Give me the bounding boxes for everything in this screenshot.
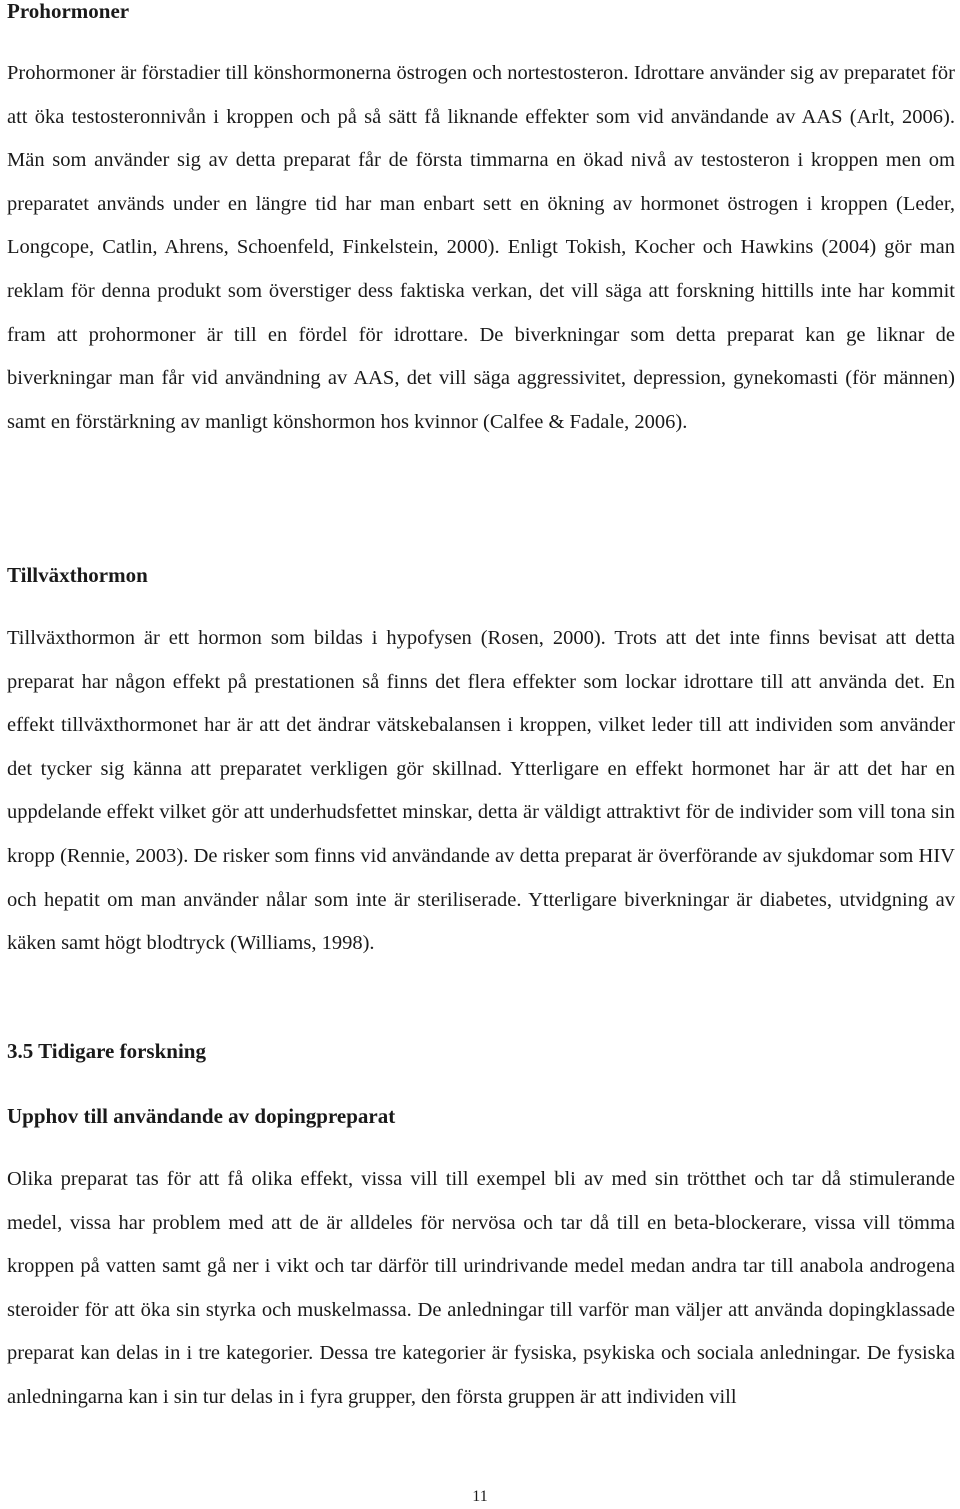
section-heading-upphov: Upphov till användande av dopingpreparat <box>7 1104 396 1128</box>
section-heading-tidigare-forskning: 3.5 Tidigare forskning <box>7 1039 206 1063</box>
section-heading-tillvaxthormon: Tillväxthormon <box>7 563 148 587</box>
paragraph-prohormoner: Prohormoner är förstadier till könshormonerna östrogen och nortestosteron. Idrottare använder sig av preparatet för att öka testosteronnivån i kroppen och på så sätt få liknande effekter som vid användande av AAS (Arlt, 2006). Män som använder sig av detta preparat får de första timmarna en ökad nivå av testosteron i kroppen men om preparatet används under en längre tid har man enbart sett en ökning av hormonet östrogen i kroppen (Leder, Longcope, Catlin, Ahrens, Schoenfeld, Finkelstein, 2000). Enligt Tokish, Kocher och Hawkins (2004) gör man reklam för denna produkt som överstiger dess faktiska verkan, det vill säga att forskning hittills inte har kommit fram att prohormoner är till en fördel för idrottare. De biverkningar som detta preparat kan ge liknar de biverkningar man får vid användning av AAS, det vill säga aggressivitet, depression, gynekomasti (för männen) samt en förstärkning av manligt könshormon hos kvinnor (Calfee & Fadale, 2006). <box>7 62 955 433</box>
section-heading-prohormoner: Prohormoner <box>7 0 130 23</box>
paragraph-upphov: Olika preparat tas för att få olika effekt, vissa vill till exempel bli av med sin trötthet och tar då stimulerande medel, vissa har problem med att de är alldeles för nervösa och tar då till en beta-blockerare, vissa vill tömma kroppen på vatten samt gå ner i vikt och tar därför till urindrivande medel medan andra tar till anabola androgena steroider för att öka sin styrka och muskelmassa. De anledningar till varför man väljer att använda dopingklassade preparat kan delas in i tre kategorier. Dessa tre kategorier är fysiska, psykiska och sociala anledningar. De fysiska anledningarna kan i sin tur delas in i fyra grupper, den första gruppen är att individen vill <box>7 1168 955 1408</box>
paragraph-tillvaxthormon: Tillväxthormon är ett hormon som bildas i hypofysen (Rosen, 2000). Trots att det inte finns bevisat att detta preparat har någon effekt på prestationen så finns det flera effekter som lockar idrottare till att använda det. En effekt tillväxthormonet har är att det ändrar vätskebalansen i kroppen, vilket leder till att individen som använder det tycker sig känna att preparatet verkligen gör skillnad. Ytterligare en effekt hormonet har är att det har en uppdelande effekt vilket gör att underhudsfettet minskar, detta är väldigt attraktivt för de individer som vill tona sin kropp (Rennie, 2003). De risker som finns vid användande av detta preparat är överförande av sjukdomar som HIV och hepatit om man använder nålar som inte är steriliserade. Ytterligare biverkningar är diabetes, utvidgning av käken samt högt blodtryck (Williams, 1998). <box>7 627 955 955</box>
page-number: 11 <box>472 1488 488 1505</box>
